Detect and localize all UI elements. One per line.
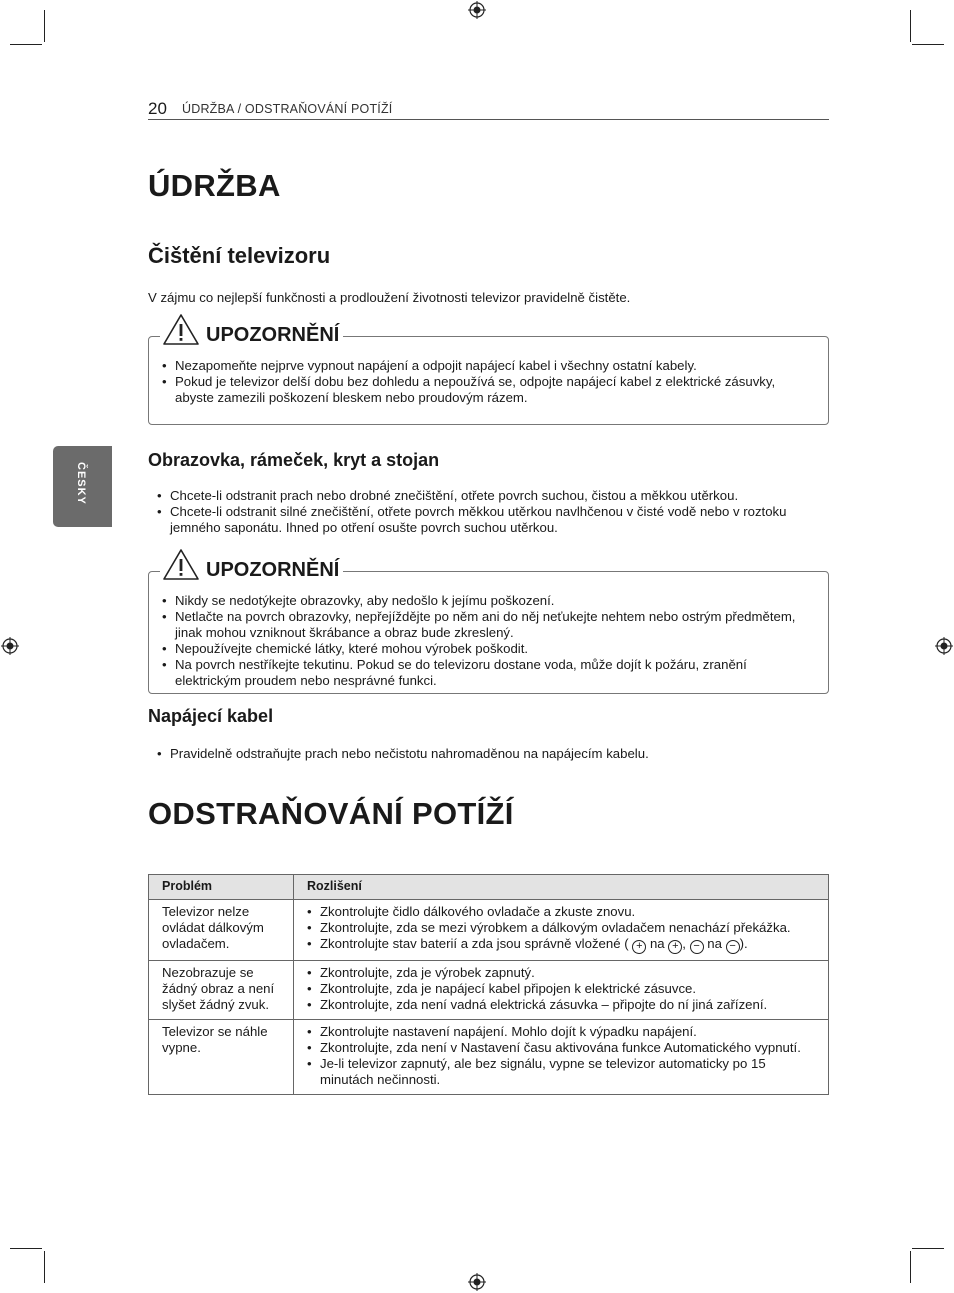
list-item: • Pokud je televizor delší dobu bez dohledu a nepoužívá se, odpojte napájecí kabel z elektrické zásuvky, abyste zamezili poškození bleskem nebo proudovým rázem. — [160, 374, 800, 406]
list-item: • Je-li televizor zapnutý, ale bez signálu, vypne se televizor automaticky po 15 minutách nečinnosti. — [307, 1056, 815, 1088]
header-rule — [148, 119, 829, 120]
list-item: • Zkontrolujte čidlo dálkového ovladače a zkuste znovu. — [307, 904, 815, 920]
list-item: • Zkontrolujte, zda je napájecí kabel připojen k elektrické zásuvce. — [307, 981, 815, 997]
problem-cell: Televizor nelze ovládat dálkovým ovladačem. — [149, 900, 294, 961]
cleaning-title: Čištění televizoru — [148, 243, 331, 268]
column-header-solution: Rozlišení — [294, 875, 829, 900]
screen-title: Obrazovka, rámeček, kryt a stojan — [148, 450, 440, 470]
running-title: ÚDRŽBA / ODSTRAŇOVÁNÍ POTÍŽÍ — [182, 102, 393, 116]
list-item: • Pravidelně odstraňujte prach nebo nečistotu nahromaděnou na napájecím kabelu. — [155, 746, 805, 762]
crop-mark — [44, 1251, 45, 1283]
solution-cell — [294, 900, 829, 961]
cable-title: Napájecí kabel — [148, 706, 274, 726]
solution-cell — [294, 961, 829, 1020]
crop-mark — [44, 10, 45, 42]
registration-mark-icon — [468, 1, 486, 19]
list-item: • Nikdy se nedotýkejte obrazovky, aby nedošlo k jejímu poškození. — [160, 593, 810, 609]
crop-mark — [10, 44, 42, 45]
minus-icon: − — [690, 940, 704, 954]
warning-icon — [162, 548, 200, 581]
maintenance-title: ÚDRŽBA — [148, 168, 281, 203]
minus-icon: − — [726, 940, 740, 954]
crop-mark — [910, 10, 911, 42]
list-item: • Zkontrolujte stav baterií a zda jsou správně vložené ( + na + , − na − ). — [307, 936, 815, 954]
screen-list — [155, 488, 805, 536]
list-item: • Nepoužívejte chemické látky, které mohou výrobek poškodit. — [160, 641, 810, 657]
caution-label: UPOZORNĚNÍ — [206, 559, 340, 581]
problem-cell: Nezobrazuje se žádný obraz a není slyšet žádný zvuk. — [149, 961, 294, 1020]
plus-icon: + — [632, 940, 646, 954]
registration-mark-icon — [1, 637, 19, 655]
caution-header — [160, 548, 343, 581]
warning-icon — [162, 313, 200, 346]
troubleshooting-table — [148, 874, 829, 1095]
list-item: • Zkontrolujte, zda je výrobek zapnutý. — [307, 965, 815, 981]
list-item: • Zkontrolujte, zda se mezi výrobkem a dálkovým ovladačem nenachází překážka. — [307, 920, 815, 936]
solution-cell — [294, 1020, 829, 1095]
table-row — [149, 961, 829, 1020]
table-row — [149, 1020, 829, 1095]
list-item: • Nezapomeňte nejprve vypnout napájení a odpojit napájecí kabel i všechny ostatní kabely. — [160, 358, 800, 374]
column-header-problem: Problém — [149, 875, 294, 900]
language-tab — [53, 446, 112, 527]
caution-header — [160, 313, 343, 346]
crop-mark — [910, 1251, 911, 1283]
list-item: • Na povrch nestříkejte tekutinu. Pokud se do televizoru dostane voda, může dojít k požáru, zranění elektrickým proudem nebo nesprávné funkci. — [160, 657, 810, 689]
crop-mark — [912, 44, 944, 45]
page-number: 20 — [148, 99, 167, 118]
list-item: • Zkontrolujte, zda není v Nastavení času aktivována funkce Automatického vypnutí. — [307, 1040, 815, 1056]
cable-list — [155, 746, 805, 762]
table-row — [149, 900, 829, 961]
caution-list — [160, 593, 810, 689]
registration-mark-icon — [935, 637, 953, 655]
list-item: • Chcete-li odstranit silné znečištění, otřete povrch měkkou utěrkou navlhčenou v čisté vodě nebo v roztoku jemného saponátu. Ihned po otření osušte povrch suchou utěrkou. — [155, 504, 805, 536]
registration-mark-icon — [468, 1273, 486, 1291]
caution-label: UPOZORNĚNÍ — [206, 324, 340, 346]
troubleshooting-title: ODSTRAŇOVÁNÍ POTÍŽÍ — [148, 796, 514, 831]
intro-text: V zájmu co nejlepší funkčnosti a prodloužení životnosti televizor pravidelně čistěte. — [148, 290, 631, 305]
problem-cell: Televizor se náhle vypne. — [149, 1020, 294, 1095]
table-header-row — [149, 875, 829, 900]
list-item: • Zkontrolujte, zda není vadná elektrická zásuvka – připojte do ní jiná zařízení. — [307, 997, 815, 1013]
crop-mark — [10, 1248, 42, 1249]
plus-icon: + — [668, 940, 682, 954]
list-item: • Chcete-li odstranit prach nebo drobné znečištění, otřete povrch suchou, čistou a měkkou utěrkou. — [155, 488, 805, 504]
caution-list — [160, 358, 800, 406]
language-tab-label: ČESKY — [75, 462, 87, 505]
crop-mark — [912, 1248, 944, 1249]
list-item: • Zkontrolujte nastavení napájení. Mohlo dojít k výpadku napájení. — [307, 1024, 815, 1040]
list-item: • Netlačte na povrch obrazovky, nepřejíždějte po něm ani do něj neťukejte nehtem nebo ostrým předmětem, jinak mohou vzniknout škrábance a obraz bude zkreslený. — [160, 609, 810, 641]
